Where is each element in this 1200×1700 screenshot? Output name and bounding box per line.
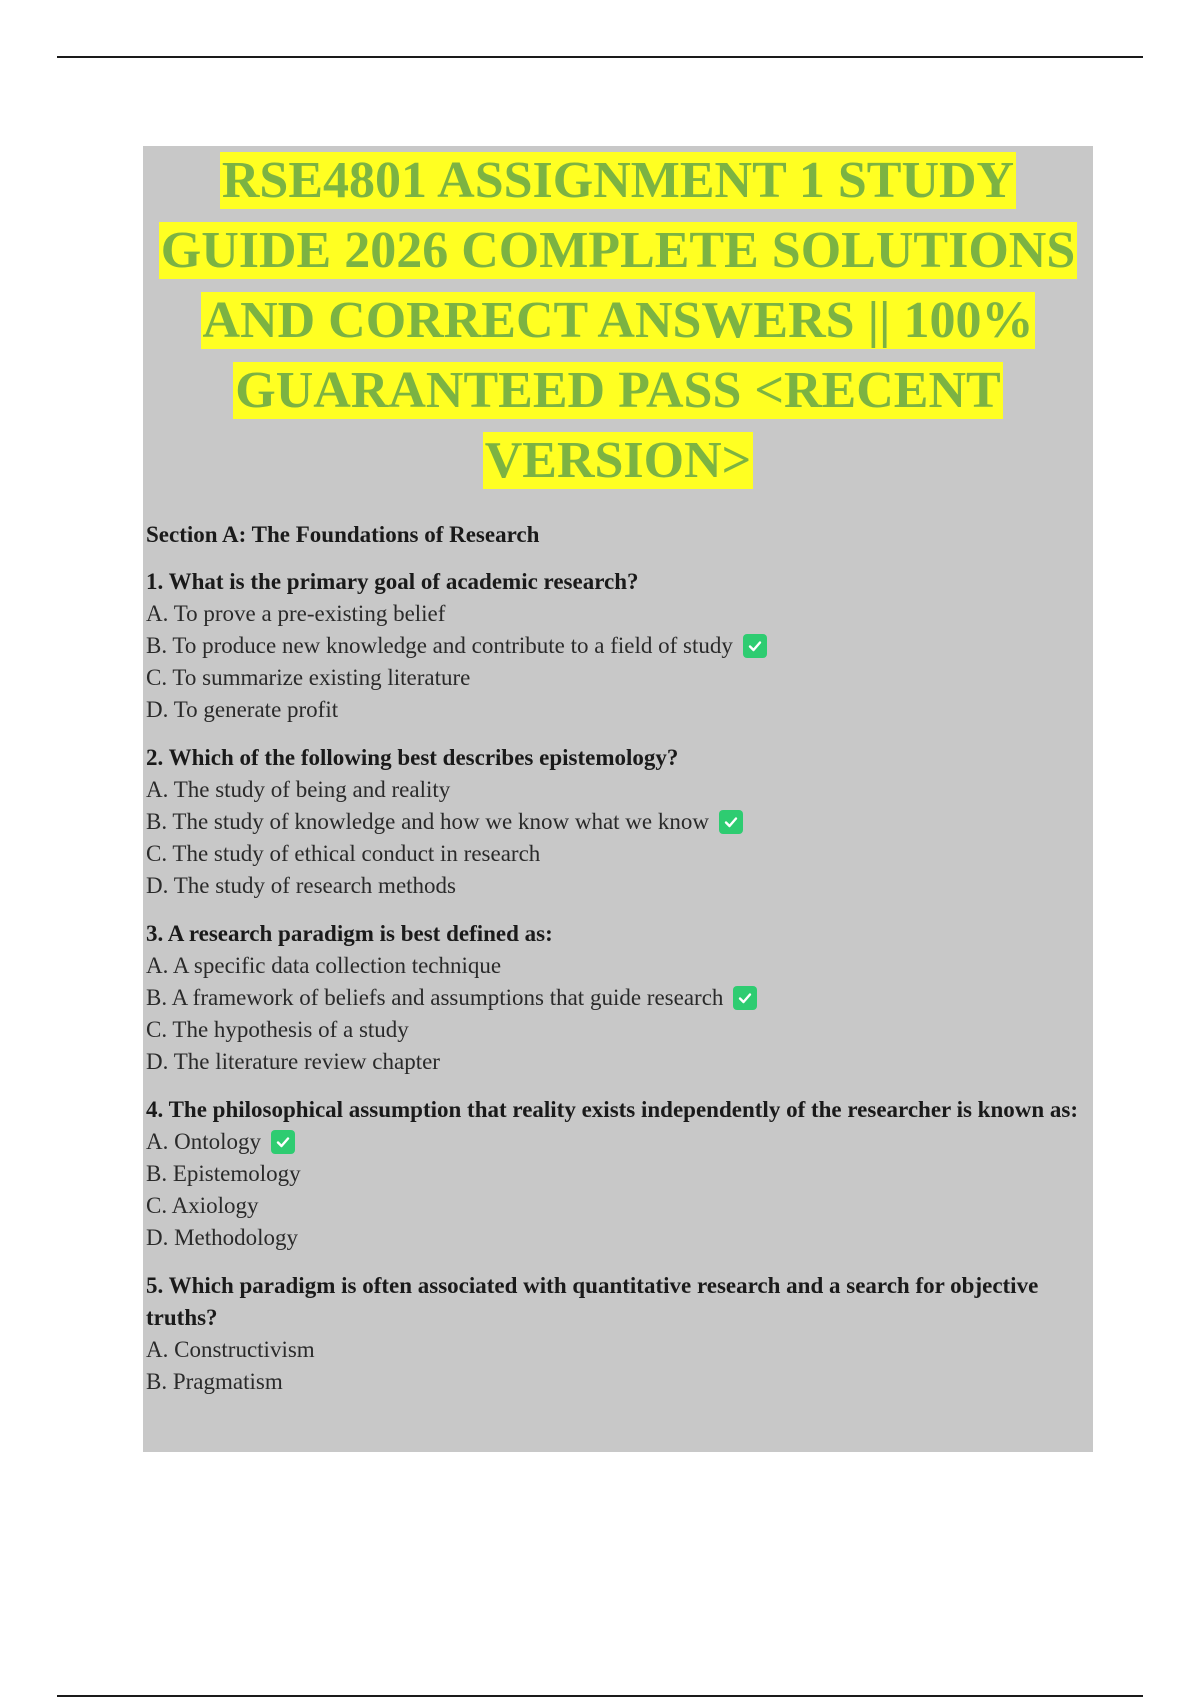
answer-option [146, 774, 1090, 806]
question-block [146, 742, 1090, 902]
question-text: 1. What is the primary goal of academic research? [146, 569, 639, 594]
answer-option-text: A. A specific data collection technique [146, 953, 502, 978]
question-list [146, 566, 1090, 1398]
answer-option [146, 598, 1090, 630]
answer-option-text: B. To produce new knowledge and contribute to a field of study [146, 633, 733, 658]
answer-option-text: B. Pragmatism [146, 1369, 283, 1394]
answer-option-text: D. Methodology [146, 1225, 299, 1250]
answer-option-text: D. The literature review chapter [146, 1049, 440, 1074]
check-mark-icon [719, 810, 743, 834]
question-block [146, 1094, 1090, 1254]
answer-option [146, 1158, 1090, 1190]
document-panel [143, 146, 1093, 1452]
check-mark-icon [733, 986, 757, 1010]
answer-option [146, 694, 1090, 726]
answer-option [146, 950, 1090, 982]
title-line-5: VERSION> [484, 432, 752, 489]
section-heading: Section A: The Foundations of Research [146, 522, 540, 547]
title-line-3: AND CORRECT ANSWERS || 100% [202, 292, 1034, 349]
answer-option [146, 870, 1090, 902]
title-line-4: GUARANTEED PASS <RECENT [235, 362, 1001, 419]
bottom-rule [57, 1695, 1143, 1697]
answer-option-text: A. The study of being and reality [146, 777, 451, 802]
question-text: 3. A research paradigm is best defined as: [146, 921, 553, 946]
answer-option [146, 1014, 1090, 1046]
answer-option-text: D. The study of research methods [146, 873, 456, 898]
answer-option [146, 982, 1090, 1014]
answer-option-text: A. Ontology [146, 1129, 261, 1154]
question-block [146, 1270, 1090, 1398]
answer-option-text: A. To prove a pre-existing belief [146, 601, 446, 626]
title-line-1: RSE4801 ASSIGNMENT 1 STUDY [221, 152, 1015, 209]
answer-option [146, 1190, 1090, 1222]
answer-option-text: B. Epistemology [146, 1161, 301, 1186]
answer-option [146, 1046, 1090, 1078]
answer-option [146, 630, 1090, 662]
answer-option [146, 662, 1090, 694]
answer-option [146, 1366, 1090, 1398]
top-rule [57, 56, 1143, 58]
answer-option [146, 1334, 1090, 1366]
answer-option [146, 838, 1090, 870]
answer-option [146, 1126, 1090, 1158]
question-block [146, 918, 1090, 1078]
answer-option-text: C. The study of ethical conduct in research [146, 841, 541, 866]
document-title [146, 146, 1090, 496]
answer-option-text: B. The study of knowledge and how we know what we know [146, 809, 709, 834]
question-text: 5. Which paradigm is often associated with quantitative research and a search for objective truths? [146, 1273, 1039, 1330]
answer-option-text: B. A framework of beliefs and assumptions that guide research [146, 985, 724, 1010]
answer-option-text: C. Axiology [146, 1193, 259, 1218]
question-block [146, 566, 1090, 726]
check-mark-icon [743, 634, 767, 658]
answer-option [146, 1222, 1090, 1254]
title-line-2: GUIDE 2026 COMPLETE SOLUTIONS [160, 222, 1076, 279]
answer-option [146, 806, 1090, 838]
answer-option-text: D. To generate profit [146, 697, 339, 722]
question-text: 2. Which of the following best describes epistemology? [146, 745, 679, 770]
answer-option-text: C. The hypothesis of a study [146, 1017, 409, 1042]
question-text: 4. The philosophical assumption that reality exists independently of the researcher is known as: [146, 1097, 1079, 1122]
check-mark-icon [271, 1130, 295, 1154]
answer-option-text: C. To summarize existing literature [146, 665, 471, 690]
answer-option-text: A. Constructivism [146, 1337, 315, 1362]
